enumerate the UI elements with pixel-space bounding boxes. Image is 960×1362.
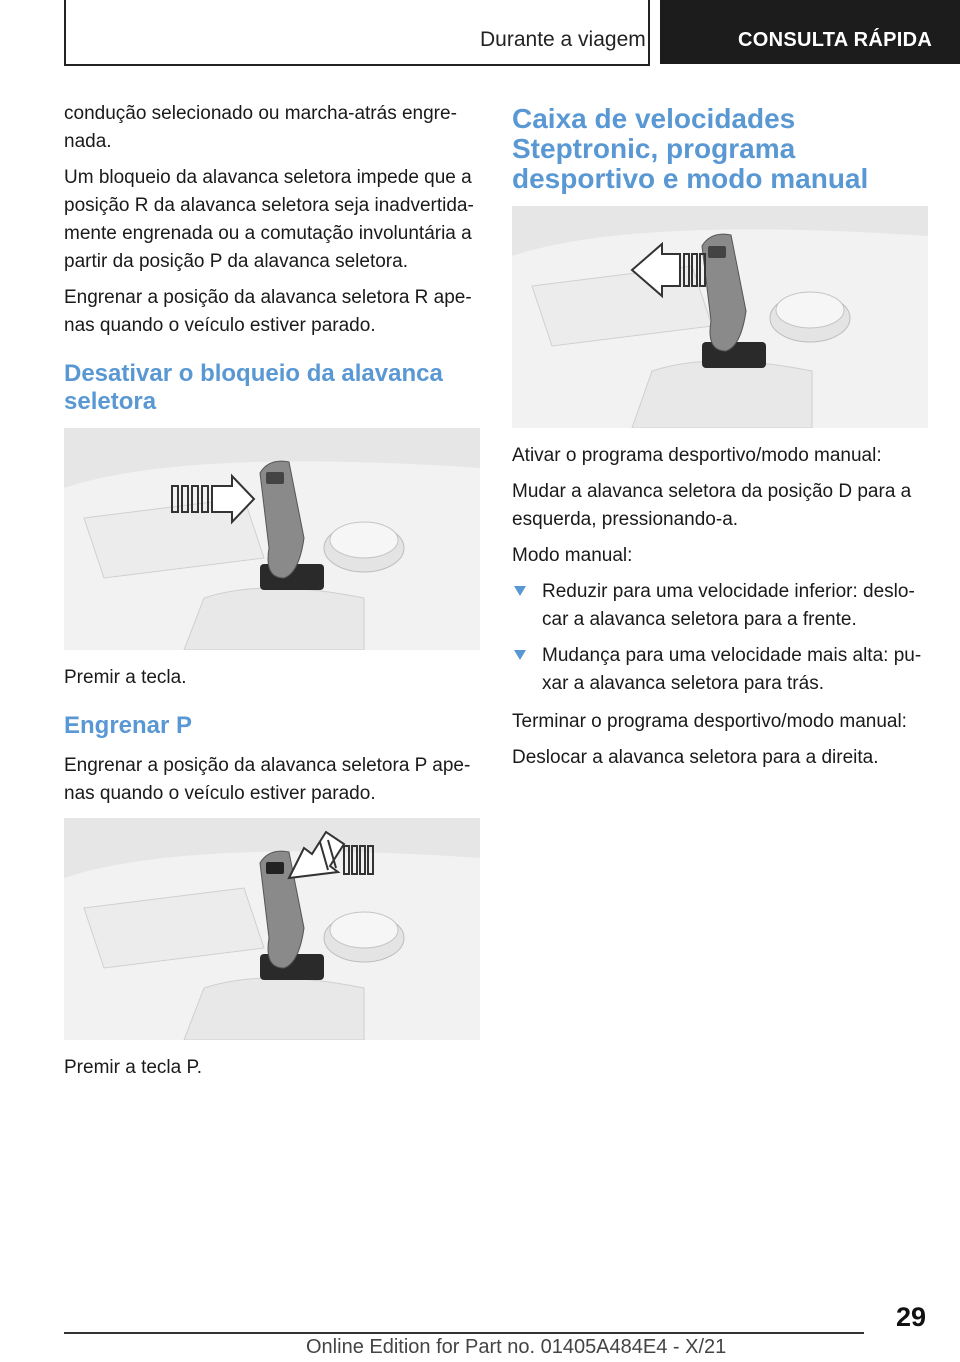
paragraph: Deslocar a alavanca seletora para a direita.	[512, 747, 879, 768]
paragraph: Um bloqueio da alavanca seletora impede que a posição R da alavanca seletora seja inadvertida-mente engrenada ou a comutação involuntária a partir da posição P da alavanca seletora.	[64, 167, 474, 272]
paragraph: Ativar o programa desportivo/modo manual:	[512, 445, 882, 466]
section-tab-label[interactable]: CONSULTA RÁPIDA	[738, 29, 933, 51]
paragraph: Mudar a alavanca seletora da posição D para a esquerda, pressionando-a.	[512, 481, 912, 530]
gear-selector-illustration-sport	[512, 206, 928, 428]
gear-selector-illustration-park	[64, 818, 480, 1040]
paragraph: Engrenar a posição da alavanca seletora R ape-nas quando o veículo estiver parado.	[64, 287, 472, 336]
header-bottom-rule	[64, 64, 650, 66]
section-heading-steptronic: Caixa de velocidades Steptronic, programa desportivo e modo manual	[512, 103, 869, 194]
left-column	[64, 100, 480, 1090]
figure-caption: Premir a tecla P.	[64, 1057, 202, 1078]
manual-mode-steps	[512, 578, 928, 698]
edition-note: Online Edition for Part no. 01405A484E4 - X/21	[306, 1336, 727, 1358]
figure-caption: Premir a tecla.	[64, 667, 187, 688]
list-item-text: Mudança para uma velocidade mais alta: pu-xar a alavanca seletora para trás.	[542, 645, 922, 694]
header-right-rule	[648, 0, 650, 66]
bullet-triangle-icon	[514, 586, 526, 596]
section-heading-park: Engrenar P	[64, 712, 193, 739]
right-column	[512, 100, 928, 780]
list-item-text: Reduzir para uma velocidade inferior: deslo-car a alavanca seletora para a frente.	[542, 581, 915, 630]
gear-selector-illustration-unlock	[64, 428, 480, 650]
header-left-rule	[64, 0, 66, 66]
paragraph: Modo manual:	[512, 545, 633, 566]
bullet-triangle-icon	[514, 650, 526, 660]
paragraph: Terminar o programa desportivo/modo manual:	[512, 711, 907, 732]
page-number: 29	[896, 1302, 927, 1332]
chapter-tab[interactable]: Durante a viagem	[480, 28, 646, 51]
list-item	[512, 642, 928, 698]
list-item	[512, 578, 928, 634]
paragraph: Engrenar a posição da alavanca seletora P ape-nas quando o veículo estiver parado.	[64, 755, 471, 804]
section-heading-unlock: Desativar o bloqueio da alavanca seletora	[64, 360, 443, 415]
footer-rule	[64, 1332, 864, 1334]
paragraph: condução selecionado ou marcha-atrás engre-nada.	[64, 103, 457, 152]
